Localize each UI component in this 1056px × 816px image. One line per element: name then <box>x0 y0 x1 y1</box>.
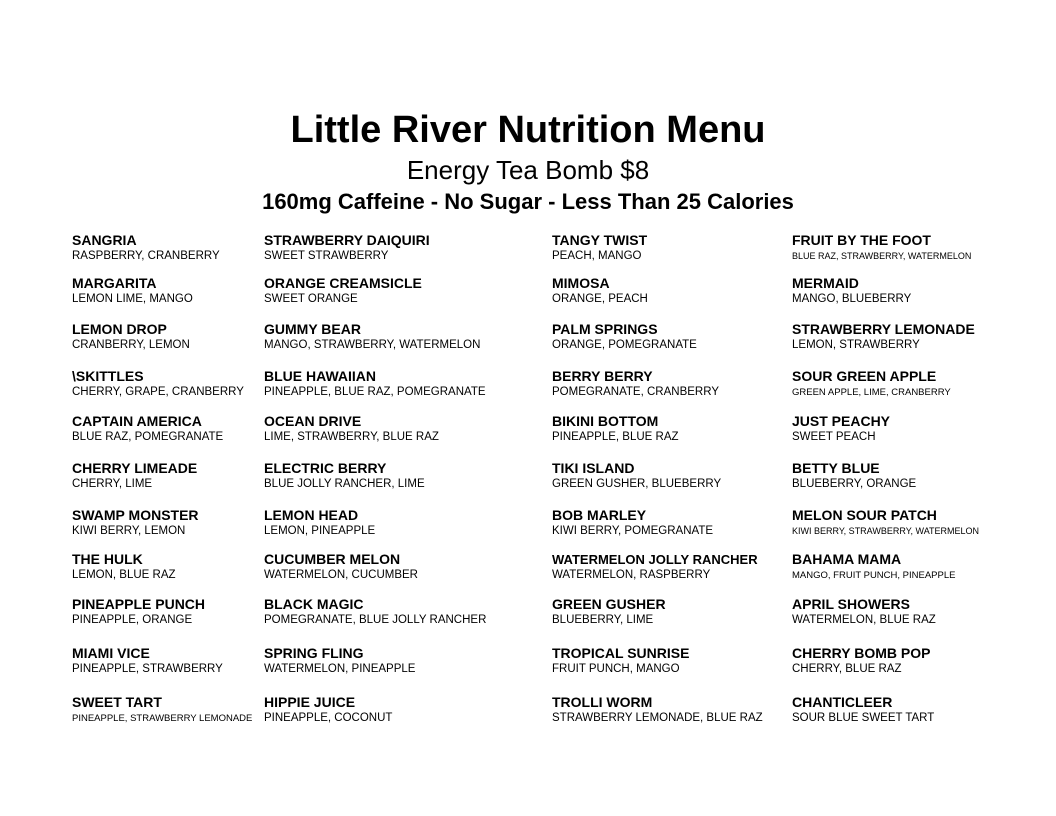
menu-title: Little River Nutrition Menu <box>290 109 766 151</box>
menu-item <box>72 413 223 445</box>
menu-item <box>552 232 647 264</box>
item-flavors: CHERRY, GRAPE, CRANBERRY <box>72 386 244 398</box>
menu-item <box>552 413 679 445</box>
item-name: STRAWBERRY DAIQUIRI <box>264 232 430 248</box>
item-name: BOB MARLEY <box>552 507 647 523</box>
menu-item <box>72 368 244 400</box>
menu-item <box>72 645 223 677</box>
menu-item <box>792 321 975 353</box>
menu-item <box>552 645 689 677</box>
item-flavors: LEMON, STRAWBERRY <box>792 339 920 351</box>
menu-item <box>72 460 197 492</box>
item-name: PINEAPPLE PUNCH <box>72 596 206 612</box>
menu-item <box>264 368 486 400</box>
item-flavors: SWEET STRAWBERRY <box>264 250 389 262</box>
item-name: TROPICAL SUNRISE <box>552 645 690 661</box>
menu-item <box>792 645 930 677</box>
item-name: GUMMY BEAR <box>264 321 361 337</box>
item-name: ELECTRIC BERRY <box>264 460 387 476</box>
item-name: SANGRIA <box>72 232 137 248</box>
item-name: GREEN GUSHER <box>552 596 666 612</box>
menu-item <box>792 596 936 628</box>
item-name: SOUR GREEN APPLE <box>792 368 937 384</box>
item-name: SWEET TART <box>72 694 162 710</box>
item-name: MELON SOUR PATCH <box>792 507 937 523</box>
item-flavors: WATERMELON, RASPBERRY <box>552 569 711 581</box>
menu-item <box>72 694 252 726</box>
item-flavors: BLUEBERRY, ORANGE <box>792 478 917 490</box>
item-name: \SKITTLES <box>72 368 144 384</box>
item-name: BETTY BLUE <box>792 460 880 476</box>
item-name: SWAMP MONSTER <box>72 507 199 523</box>
item-name: THE HULK <box>72 551 143 567</box>
menu-item <box>552 460 721 492</box>
item-flavors: KIWI BERRY, STRAWBERRY, WATERMELON <box>792 526 980 536</box>
menu-item <box>264 507 375 539</box>
item-name: CHERRY BOMB POP <box>792 645 931 661</box>
item-flavors: PINEAPPLE, STRAWBERRY LEMONADE <box>72 713 253 724</box>
item-flavors: PINEAPPLE, STRAWBERRY <box>72 663 223 675</box>
menu-item <box>72 551 176 583</box>
item-flavors: SWEET PEACH <box>792 431 876 443</box>
menu-item <box>264 551 418 583</box>
item-flavors: GREEN GUSHER, BLUEBERRY <box>552 478 722 490</box>
menu-item <box>792 413 890 445</box>
item-name: BAHAMA MAMA <box>792 551 902 567</box>
item-flavors: ORANGE, POMEGRANATE <box>552 339 697 351</box>
menu-item <box>792 232 971 264</box>
item-flavors: WATERMELON, CUCUMBER <box>264 569 418 581</box>
menu-item <box>264 275 422 307</box>
item-flavors: KIWI BERRY, POMEGRANATE <box>552 525 714 537</box>
item-flavors: GREEN APPLE, LIME, CRANBERRY <box>792 387 951 398</box>
item-name: LEMON HEAD <box>264 507 359 523</box>
item-flavors: LEMON, PINEAPPLE <box>264 525 376 537</box>
item-flavors: SWEET ORANGE <box>264 293 358 305</box>
menu-item <box>552 275 648 307</box>
menu-item <box>72 321 190 353</box>
item-flavors: PEACH, MANGO <box>552 250 642 262</box>
menu-item <box>264 596 486 628</box>
item-flavors: CHERRY, BLUE RAZ <box>792 663 902 675</box>
menu-item <box>264 413 439 445</box>
item-flavors: POMEGRANATE, BLUE JOLLY RANCHER <box>264 614 487 626</box>
item-name: PALM SPRINGS <box>552 321 658 337</box>
item-flavors: CHERRY, LIME <box>72 478 153 490</box>
menu-item <box>264 645 415 677</box>
item-name: APRIL SHOWERS <box>792 596 910 612</box>
item-flavors: LEMON LIME, MANGO <box>72 293 193 305</box>
item-name: BERRY BERRY <box>552 368 653 384</box>
menu-item <box>552 507 713 539</box>
item-flavors: SOUR BLUE SWEET TART <box>792 712 935 724</box>
item-flavors: PINEAPPLE, ORANGE <box>72 614 193 626</box>
menu-item <box>552 551 758 583</box>
item-name: JUST PEACHY <box>792 413 891 429</box>
item-name: MIAMI VICE <box>72 645 150 661</box>
item-name: LEMON DROP <box>72 321 167 337</box>
menu-item <box>552 596 666 628</box>
item-flavors: MANGO, BLUEBERRY <box>792 293 912 305</box>
item-name: CAPTAIN AMERICA <box>72 413 202 429</box>
item-name: CHANTICLEER <box>792 694 893 710</box>
item-name: SPRING FLING <box>264 645 364 661</box>
item-flavors: MANGO, STRAWBERRY, WATERMELON <box>264 339 481 351</box>
item-name: BLUE HAWAIIAN <box>264 368 376 384</box>
item-flavors: RASPBERRY, CRANBERRY <box>72 250 220 262</box>
item-name: MIMOSA <box>552 275 610 291</box>
item-name: ORANGE CREAMSICLE <box>264 275 422 291</box>
menu-item <box>264 321 480 353</box>
menu-item <box>72 596 205 628</box>
item-flavors: PINEAPPLE, BLUE RAZ, POMEGRANATE <box>264 386 486 398</box>
menu-item <box>792 460 916 492</box>
menu-item <box>792 694 934 726</box>
menu-item <box>792 551 955 583</box>
item-name: HIPPIE JUICE <box>264 694 356 710</box>
item-name: BLACK MAGIC <box>264 596 364 612</box>
menu-tagline: 160mg Caffeine - No Sugar - Less Than 25 Calories <box>262 189 794 214</box>
item-flavors: CRANBERRY, LEMON <box>72 339 190 351</box>
item-flavors: PINEAPPLE, COCONUT <box>264 712 393 724</box>
item-name: STRAWBERRY LEMONADE <box>792 321 975 337</box>
item-flavors: FRUIT PUNCH, MANGO <box>552 663 680 675</box>
item-name: FRUIT BY THE FOOT <box>792 232 931 248</box>
item-flavors: BLUE RAZ, POMEGRANATE <box>72 431 224 443</box>
menu-item <box>552 694 763 726</box>
item-name: TANGY TWIST <box>552 232 648 248</box>
item-name: MERMAID <box>792 275 859 291</box>
item-flavors: POMEGRANATE, CRANBERRY <box>552 386 719 398</box>
menu-item <box>552 368 719 400</box>
item-name: WATERMELON JOLLY RANCHER <box>552 552 758 567</box>
item-flavors: WATERMELON, PINEAPPLE <box>264 663 416 675</box>
item-name: CHERRY LIMEADE <box>72 460 198 476</box>
menu-item <box>792 275 911 307</box>
item-flavors: MANGO, FRUIT PUNCH, PINEAPPLE <box>792 570 956 581</box>
item-flavors: WATERMELON, BLUE RAZ <box>792 614 936 626</box>
item-flavors: KIWI BERRY, LEMON <box>72 525 186 537</box>
item-flavors: BLUE RAZ, STRAWBERRY, WATERMELON <box>792 251 972 261</box>
menu-subtitle: Energy Tea Bomb $8 <box>406 155 650 185</box>
item-name: TIKI ISLAND <box>552 460 635 476</box>
item-name: CUCUMBER MELON <box>264 551 401 567</box>
item-flavors: BLUEBERRY, LIME <box>552 614 654 626</box>
menu-item <box>72 232 220 264</box>
menu-item <box>264 694 392 726</box>
item-name: MARGARITA <box>72 275 157 291</box>
menu-item <box>72 275 193 307</box>
menu-item <box>264 232 430 264</box>
item-name: OCEAN DRIVE <box>264 413 362 429</box>
menu-item <box>792 368 951 400</box>
item-flavors: LIME, STRAWBERRY, BLUE RAZ <box>264 431 439 443</box>
menu-item <box>552 321 697 353</box>
item-name: TROLLI WORM <box>552 694 653 710</box>
item-flavors: LEMON, BLUE RAZ <box>72 569 176 581</box>
menu-item <box>72 507 199 539</box>
item-name: BIKINI BOTTOM <box>552 413 659 429</box>
item-flavors: PINEAPPLE, BLUE RAZ <box>552 431 679 443</box>
item-flavors: ORANGE, PEACH <box>552 293 648 305</box>
menu-item <box>264 460 425 492</box>
menu-item <box>792 507 979 539</box>
item-flavors: BLUE JOLLY RANCHER, LIME <box>264 478 425 490</box>
item-flavors: STRAWBERRY LEMONADE, BLUE RAZ <box>552 712 763 724</box>
